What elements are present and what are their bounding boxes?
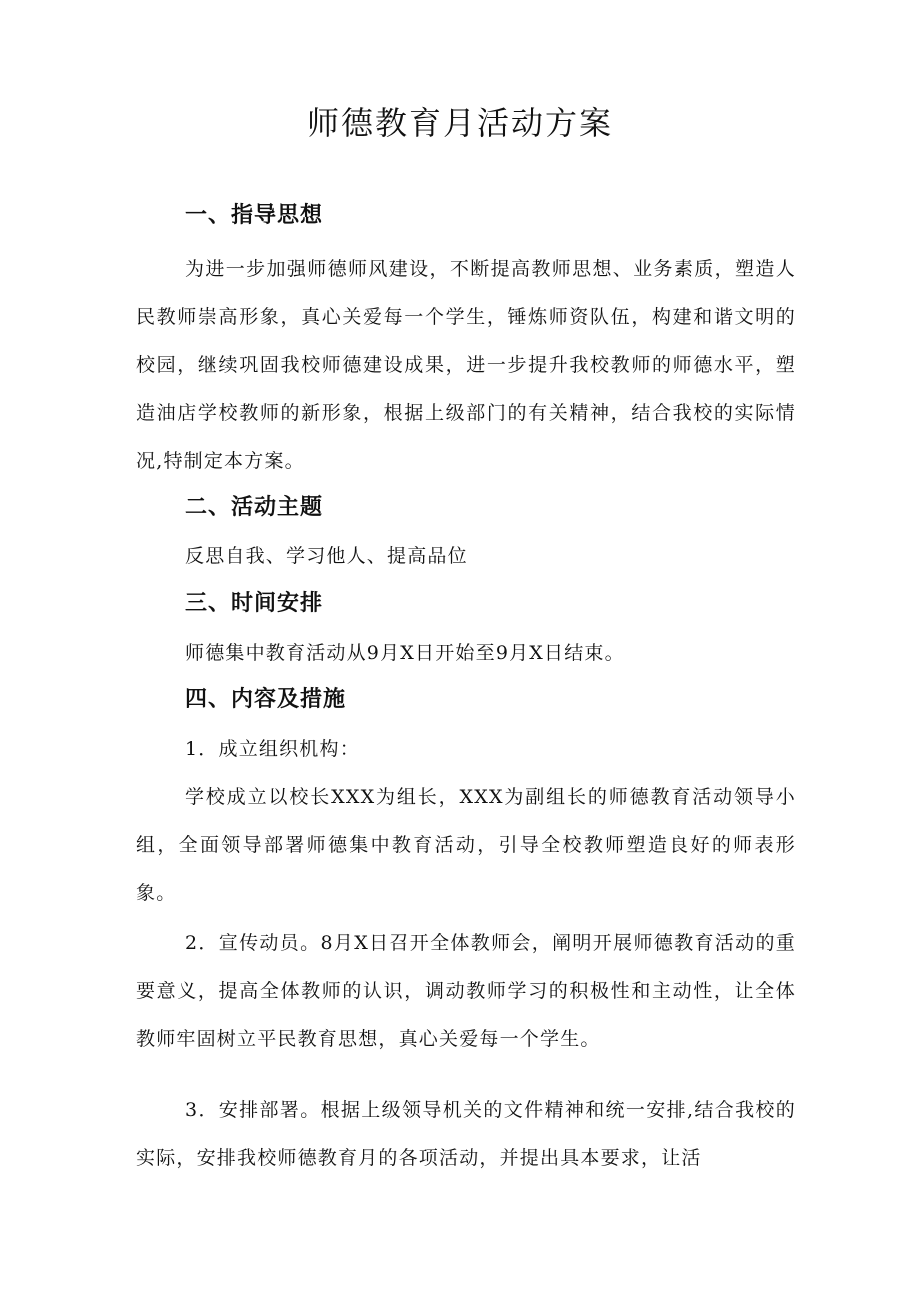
list-item-organization: 1．成立组织机构： bbox=[185, 738, 360, 760]
list-item-mobilization: 2．宣传动员。8月X日召开全体教师会，阐明开展师德教育活动的重要意义，提高全体教师的认识，调动教师学习的积极性和主动性，让全体教师牢固树立平民教育思想，真心关爱每一个学生。 bbox=[136, 932, 796, 1050]
list-item-organization-detail: 学校成立以校长XXX为组长，XXX为副组长的师德教育活动领导小组，全面领导部署师德集中教育活动，引导全校教师塑造良好的师表形象。 bbox=[136, 786, 796, 904]
section-heading-schedule: 三、时间安排 bbox=[185, 591, 324, 616]
list-item-arrangement: 3．安排部署。根据上级领导机关的文件精神和统一安排,结合我校的实际，安排我校师德教育月的各项活动，并提出具本要求，让活 bbox=[136, 1099, 796, 1169]
section-body-schedule: 师德集中教育活动从9月X日开始至9月X日结束。 bbox=[185, 642, 625, 664]
section-body-guiding-ideology: 为进一步加强师德师风建设，不断提高教师思想、业务素质，塑造人民教师崇高形象，真心关爱每一个学生，锤炼师资队伍，构建和谐文明的校园，继续巩固我校师德建设成果，进一步提升我校教师的师德水平，塑造油店学校教师的新形象，根据上级部门的有关精神，结合我校的实际情况,特制定本方案。 bbox=[136, 258, 796, 472]
section-heading-activity-theme: 二、活动主题 bbox=[185, 495, 324, 520]
section-heading-guiding-ideology: 一、指导思想 bbox=[185, 203, 324, 228]
section-heading-content-measures: 四、内容及措施 bbox=[185, 687, 347, 712]
section-body-activity-theme: 反思自我、学习他人、提高品位 bbox=[185, 545, 468, 567]
document-title: 师德教育月活动方案 bbox=[306, 104, 613, 142]
